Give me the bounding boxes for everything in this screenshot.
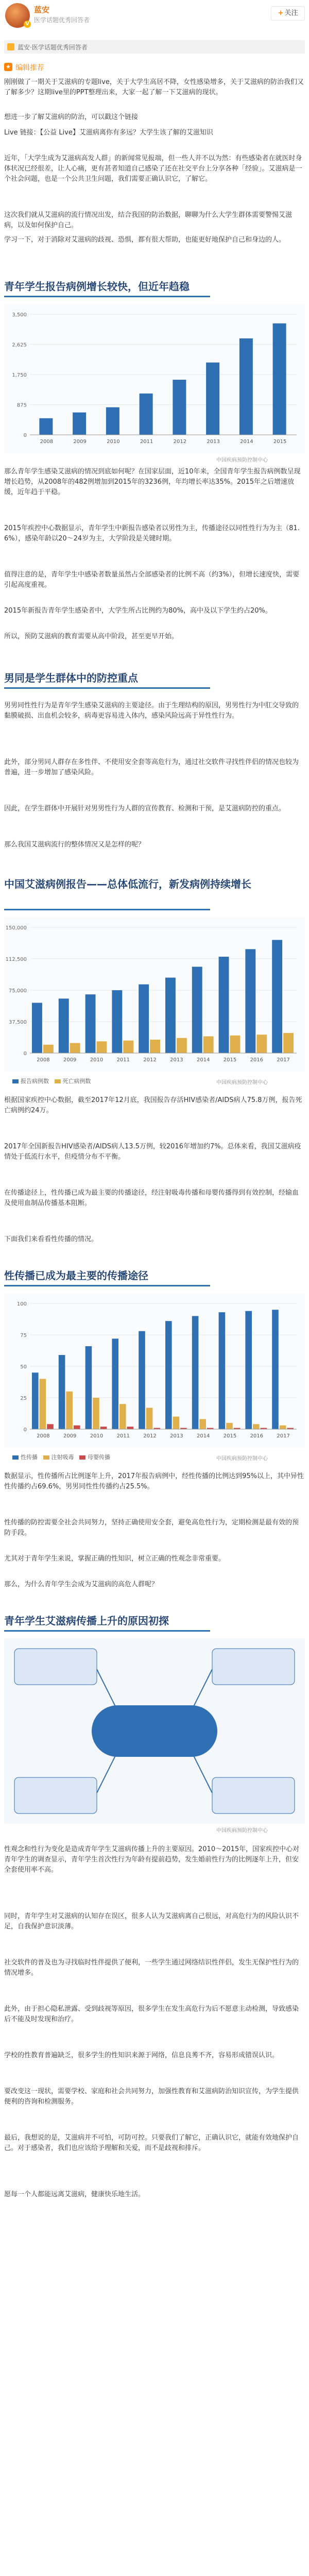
y-tick-label: 50 bbox=[20, 1364, 27, 1370]
bar bbox=[177, 1038, 187, 1053]
article-paragraph: 想进一步了解艾滋病的防治，可以戳这个链接 bbox=[4, 113, 139, 121]
x-tick-label: 2015 bbox=[223, 1057, 237, 1063]
legend-swatch bbox=[55, 1079, 61, 1083]
bar bbox=[219, 957, 229, 1053]
x-tick-label: 2013 bbox=[207, 439, 220, 445]
article-paragraph: 2015年新报告青年学生感染者中，大学生所占比例约为80%，高中及以下学生约占20%。 bbox=[4, 607, 272, 615]
bar bbox=[206, 363, 219, 435]
bar bbox=[230, 1036, 241, 1053]
heading-rule bbox=[4, 1285, 210, 1286]
legend-swatch bbox=[43, 1455, 49, 1460]
bar bbox=[173, 380, 186, 435]
article-paragraph: 愿每一个人都能远离艾滋病，健康快乐地生活。 bbox=[4, 2191, 145, 2198]
article-paragraph: 尤其对于青年学生来说，掌握正确的性知识，树立正确的性观念非常重要。 bbox=[4, 1555, 226, 1563]
bar bbox=[43, 1045, 54, 1053]
bar bbox=[245, 949, 255, 1053]
article-paragraph: 那么青年学生感染艾滋病的情况到底如何呢？在国家层面，近10年来，全国青年学生报告病例数呈现增长趋势，从2008年的482例增加到2015年的3236例，年均增长率达35%。2015年之后增速放缓，近年趋于平稳。 bbox=[4, 468, 301, 496]
x-tick-label: 2016 bbox=[250, 1057, 264, 1063]
x-tick-label: 2015 bbox=[273, 439, 287, 445]
x-tick-label: 2010 bbox=[90, 1433, 104, 1439]
bar bbox=[283, 1033, 294, 1053]
bar bbox=[192, 1316, 199, 1429]
article-paragraph: 社交软件的普及也为寻找临时性伴提供了便利，一些学生通过网络结识性伴侣，发生无保护性行为的情况增多。 bbox=[4, 1959, 299, 1977]
bar bbox=[140, 394, 153, 435]
bar bbox=[273, 324, 286, 435]
bar bbox=[146, 1408, 153, 1429]
author-banner[interactable] bbox=[4, 40, 305, 54]
diagram-causes bbox=[4, 1638, 305, 1824]
diagram-node bbox=[212, 1777, 295, 1814]
bar bbox=[32, 1003, 42, 1053]
author-header bbox=[0, 0, 309, 39]
chart1-source: 中国疾病预防控制中心 bbox=[216, 457, 268, 463]
verified-badge-icon: V bbox=[24, 21, 31, 28]
y-tick-label: 112,500 bbox=[5, 957, 27, 962]
article-paragraph: 男男同性性行为是青年学生感染艾滋病的主要途径。由于生理结构的原因，男男性行为中肛交导致的黏膜破损、出血机会较多，病毒更容易进入体内，感染风险远高于异性性行为。 bbox=[4, 702, 299, 720]
x-tick-label: 2012 bbox=[143, 1433, 157, 1439]
article-paragraph: 因此，在学生群体中开展针对男男性行为人群的宣传教育、检测和干预，是艾滋病防控的重点。 bbox=[4, 805, 286, 812]
bar bbox=[32, 1372, 39, 1429]
legend-label: 死亡病例数 bbox=[62, 1078, 91, 1084]
bar bbox=[119, 1404, 126, 1429]
bar bbox=[192, 967, 202, 1053]
article-paragraph: 2017年全国新报告HIV感染者/AIDS病人13.5万例，较2016年增加约7%。总体来看，我国艾滋病疫情处于低流行水平，但疫情分布不平衡。 bbox=[4, 1143, 301, 1161]
article-paragraph: 学校的性教育普遍缺乏，很多学生的性知识来源于网络，信息良莠不齐，容易形成错误认识。 bbox=[4, 2052, 279, 2059]
y-tick-label: 75,000 bbox=[9, 988, 27, 994]
x-tick-label: 2015 bbox=[223, 1433, 237, 1439]
bar bbox=[280, 1426, 286, 1429]
bar bbox=[112, 990, 122, 1053]
legend-label: 性传播 bbox=[21, 1454, 38, 1461]
bar bbox=[74, 1426, 80, 1429]
x-tick-label: 2014 bbox=[196, 1433, 210, 1439]
diagram-node bbox=[212, 1649, 295, 1685]
bar bbox=[40, 1379, 46, 1429]
y-tick-label: 0 bbox=[23, 1051, 27, 1057]
bar bbox=[112, 1338, 118, 1429]
bar bbox=[139, 1331, 145, 1429]
chart3-legend bbox=[12, 1453, 110, 1461]
article-paragraph: 下面我们来看看性传播的情况。 bbox=[4, 1235, 98, 1243]
bar bbox=[106, 408, 119, 435]
legend-label: 注射吸毒 bbox=[51, 1454, 74, 1461]
article-paragraph: 此外，部分男同人群存在多性伴、不使用安全套等高危行为，通过社交软件寻找性伴侣的情况也较为普遍，进一步增加了感染风险。 bbox=[4, 758, 299, 776]
article-paragraph: 2015年疾控中心数据显示，青年学生中新报告感染者以男性为主，传播途径以同性性行为为主（81.6%），感染年龄以20～24岁为主，大学阶段是关键时期。 bbox=[4, 524, 300, 543]
chart2-source: 中国疾病预防控制中心 bbox=[216, 1080, 268, 1086]
bar bbox=[70, 1043, 80, 1053]
article-paragraph: 那么，为什么青年学生会成为艾滋病的高危人群呢？ bbox=[4, 1581, 159, 1588]
heading-rule bbox=[4, 1630, 210, 1632]
bar bbox=[93, 1398, 99, 1429]
article-paragraph: 根据国家疾控中心数据，截至2017年12月底，我国报告存活HIV感染者/AIDS病人75.8万例，报告死亡病例约24万。 bbox=[4, 1096, 302, 1114]
x-tick-label: 2009 bbox=[63, 1057, 77, 1063]
article-paragraph: 刚刚做了一期关于艾滋病的专题live，关于大学生高居不降，女性感染增多，关于艾滋病的防治我们又了解多少？这期live里的PPT整理出来，大家一起了解一下艾滋病的现状。 bbox=[4, 78, 304, 96]
bar bbox=[127, 1427, 134, 1429]
bar bbox=[219, 1312, 226, 1429]
bar bbox=[245, 1311, 252, 1429]
y-tick-label: 100 bbox=[16, 1301, 27, 1307]
follow-button[interactable] bbox=[271, 6, 305, 21]
bar bbox=[173, 1417, 180, 1429]
bar bbox=[73, 413, 86, 435]
y-tick-label: 75 bbox=[20, 1333, 27, 1338]
bar bbox=[59, 1355, 65, 1429]
bar bbox=[123, 1041, 133, 1053]
x-tick-label: 2009 bbox=[63, 1433, 77, 1439]
bar bbox=[272, 940, 282, 1053]
y-tick-label: 3,500 bbox=[12, 312, 27, 318]
bar bbox=[150, 1040, 160, 1053]
x-tick-label: 2014 bbox=[196, 1057, 210, 1063]
y-tick-label: 25 bbox=[20, 1396, 27, 1401]
chart3-heading: 性传播已成为最主要的传播途径 bbox=[4, 1269, 148, 1282]
x-tick-label: 2012 bbox=[173, 439, 187, 445]
chart-china-cases bbox=[4, 917, 305, 1072]
medal-icon bbox=[7, 43, 14, 50]
editor-pick-icon: ★ bbox=[4, 63, 12, 71]
legend-swatch bbox=[12, 1455, 19, 1460]
article-paragraph: 此外，由于担心隐私泄露、受到歧视等原因，很多学生在发生高危行为后不愿意主动检测，导致感染后不能及时发现和治疗。 bbox=[4, 2005, 299, 2023]
editor-pick-title: 编辑推荐 bbox=[15, 64, 44, 72]
chart3-source: 中国疾病预防控制中心 bbox=[216, 1456, 268, 1462]
bar bbox=[39, 418, 53, 435]
x-tick-label: 2010 bbox=[107, 439, 120, 445]
y-tick-label: 37,500 bbox=[9, 1020, 27, 1025]
bar bbox=[165, 1321, 172, 1429]
bar bbox=[85, 1346, 92, 1429]
article-paragraph: 性传播的防控需要全社会共同努力，坚持正确使用安全套，避免高危性行为，定期检测是最有效的预防手段。 bbox=[4, 1519, 299, 1537]
diagram-node bbox=[14, 1649, 97, 1685]
bar bbox=[253, 1424, 260, 1429]
article-paragraph: 这次我们就从艾滋病的流行情况出发，结合我国的防治数据，聊聊为什么大学生群体需要警惕艾滋病，以及如何保护自己。 bbox=[4, 211, 293, 229]
y-tick-label: 150,000 bbox=[5, 925, 27, 931]
bar bbox=[226, 1423, 233, 1429]
bar bbox=[59, 998, 69, 1053]
legend-swatch bbox=[12, 1079, 19, 1083]
x-tick-label: 2013 bbox=[170, 1057, 183, 1063]
y-tick-label: 2,625 bbox=[12, 342, 27, 348]
bar bbox=[239, 338, 253, 435]
chart-student-cases bbox=[4, 304, 305, 453]
article-paragraph: 要改变这一现状，需要学校、家庭和社会共同努力，加强性教育和艾滋病防治知识宣传，为学生提供便利的咨询和检测服务。 bbox=[4, 2088, 299, 2106]
bar bbox=[272, 1310, 279, 1429]
author-name[interactable]: 蓝安 bbox=[34, 5, 50, 14]
bar bbox=[203, 1036, 214, 1053]
chart1-heading: 青年学生报告病例增长较快，但近年趋稳 bbox=[4, 280, 190, 293]
chart2-heading: 中国艾滋病例报告——总体低流行，新发病例持续增长 bbox=[4, 878, 251, 890]
author-subinfo: 医学话题优秀回答者 bbox=[34, 16, 90, 24]
bar bbox=[100, 1427, 107, 1429]
x-tick-label: 2009 bbox=[73, 439, 87, 445]
bar bbox=[85, 994, 96, 1053]
live-link[interactable]: Live 链接：【公益 Live】艾滋病离你有多远？大学生该了解的艾滋知识 bbox=[4, 129, 213, 137]
x-tick-label: 2012 bbox=[143, 1057, 157, 1063]
banner-text: 蓝安·医学话题优秀回答者 bbox=[18, 44, 88, 51]
diagram-center bbox=[92, 1705, 217, 1757]
legend-label: 报告病例数 bbox=[21, 1078, 49, 1084]
bar bbox=[97, 1041, 107, 1053]
x-tick-label: 2011 bbox=[116, 1433, 130, 1439]
x-tick-label: 2008 bbox=[37, 1433, 50, 1439]
article-paragraph: 学习一下，对于消除对艾滋病的歧视、恐惧，都有很大帮助，也能更好地保护自己和身边的人。 bbox=[4, 236, 286, 244]
plus-icon: + bbox=[278, 9, 284, 17]
legend-swatch bbox=[79, 1455, 85, 1460]
x-tick-label: 2017 bbox=[277, 1433, 290, 1439]
y-tick-label: 0 bbox=[23, 1427, 27, 1433]
bar bbox=[165, 978, 176, 1053]
chart4-heading: 青年学生艾滋病传播上升的原因初探 bbox=[4, 1615, 169, 1627]
article-paragraph: 所以，预防艾滋病的教育需要从高中阶段，甚至更早开始。 bbox=[4, 633, 179, 640]
y-tick-label: 1,750 bbox=[12, 372, 27, 378]
article-paragraph: 在传播途径上，性传播已成为最主要的传播途径，经注射吸毒传播和母婴传播得到有效控制，经输血及使用血制品传播基本阻断。 bbox=[4, 1189, 299, 1207]
x-tick-label: 2010 bbox=[90, 1057, 104, 1063]
heading-rule bbox=[4, 687, 210, 689]
article-paragraph: 同时，青年学生对艾滋病的认知存在误区，很多人认为艾滋病离自己很远，对高危行为的风险认识不足，自我保护意识淡薄。 bbox=[4, 1912, 299, 1930]
x-tick-label: 2008 bbox=[37, 1057, 50, 1063]
y-tick-label: 0 bbox=[23, 433, 27, 438]
bar bbox=[47, 1424, 54, 1429]
article-paragraph: 性观念和性行为变化是造成青年学生艾滋病传播上升的主要原因。2010～2015年，国家疾控中心对青年学生的调查显示，青年学生首次性行为年龄有提前趋势，发生婚前性行为的比例逐年上升，但安全套使用率不高。 bbox=[4, 1845, 300, 1874]
article-paragraph: 近年，「大学生成为艾滋病高发人群」的新闻常见报端，但一些人并不以为然：有些感染者在就医时身体状况已经很差，让人心痛，更有甚者知道自己感染了还在社交平台上分享各种「经验」。艾滋病是一个社会问题，也是一个公共卫生问题，我们需要正确认识它，了解它。 bbox=[4, 155, 302, 183]
bar bbox=[256, 1035, 267, 1053]
x-tick-label: 2011 bbox=[116, 1057, 130, 1063]
chart4-source: 中国疾病预防控制中心 bbox=[216, 1828, 268, 1834]
article-paragraph: 那么我国艾滋病流行的整体情况又是怎样的呢？ bbox=[4, 841, 145, 849]
x-tick-label: 2014 bbox=[240, 439, 253, 445]
chart2-legend bbox=[12, 1077, 91, 1085]
follow-label: 关注 bbox=[284, 9, 298, 17]
article-paragraph: 数据显示，性传播所占比例逐年上升，2017年报告病例中，经性传播的比例达到95%以上，其中异性性传播约占69.6%，男男同性性传播约占25.5%。 bbox=[4, 1472, 304, 1490]
article-paragraph: 值得注意的是，青年学生中感染者数量虽然占全部感染者的比例不高（约3%），但增长速度快，需要引起高度重视。 bbox=[4, 571, 300, 589]
x-tick-label: 2017 bbox=[277, 1057, 290, 1063]
x-tick-label: 2013 bbox=[170, 1433, 183, 1439]
bar bbox=[199, 1419, 206, 1429]
bar bbox=[66, 1392, 73, 1429]
x-tick-label: 2008 bbox=[40, 439, 54, 445]
heading-rule bbox=[4, 909, 210, 910]
chart-transmission-routes bbox=[4, 1293, 305, 1448]
x-tick-label: 2016 bbox=[250, 1433, 264, 1439]
diagram-node bbox=[14, 1777, 97, 1814]
article-paragraph: 最后，我想说的是，艾滋病并不可怕，可防可控。只要我们了解它，正确认识它，就能有效地保护自己。对于感染者，我们也应该给予理解和关爱，而不是歧视和排斥。 bbox=[4, 2134, 299, 2152]
y-tick-label: 875 bbox=[16, 402, 27, 409]
legend-label: 母婴传播 bbox=[88, 1454, 110, 1461]
section2-heading: 男同是学生群体中的防控重点 bbox=[4, 672, 138, 684]
x-tick-label: 2011 bbox=[140, 439, 153, 445]
heading-rule bbox=[4, 296, 210, 297]
bar bbox=[139, 985, 149, 1053]
